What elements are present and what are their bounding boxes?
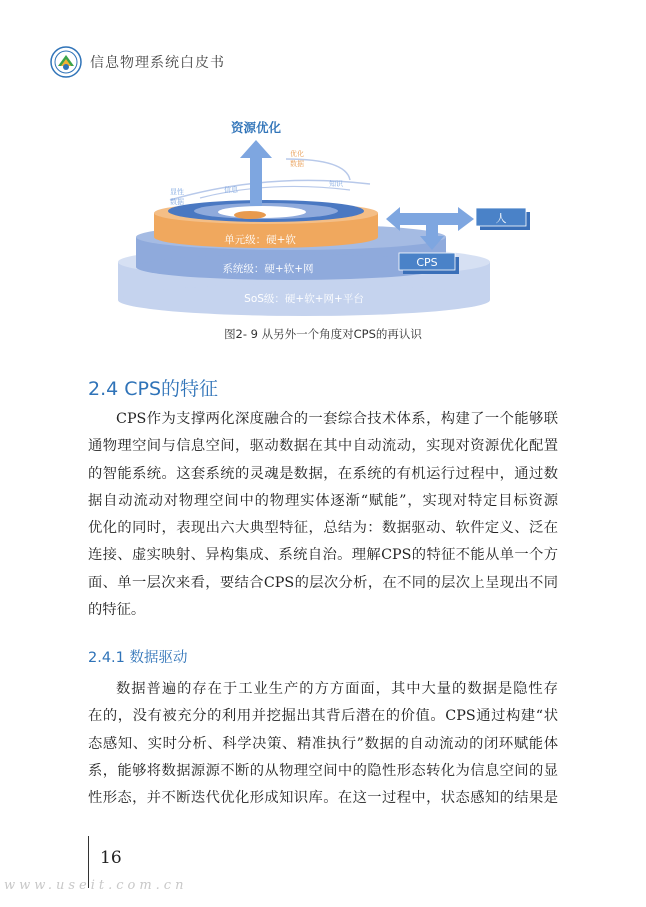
flow-label-data-left: 数据 [170, 198, 184, 206]
paragraph-line: 的特征。 [88, 602, 146, 619]
paragraph-line: CPS作为支撑两化深度融合的一套综合技术体系，构建了一个能够联 [116, 411, 558, 427]
page-number: 16 [100, 848, 122, 868]
flow-label-knowledge: 知识 [329, 180, 343, 188]
paragraph-line: 据自动流动对物理空间中的物理实体逐渐“赋能”，实现对特定目标资源 [88, 492, 558, 509]
watermark: www.useit.com.cn [4, 878, 188, 893]
data-flow-rings [168, 200, 364, 222]
subsection-heading: 2.4.1 数据驱动 [88, 650, 188, 666]
paragraph-line: 性形态，并不断迭代优化形成知识库。在这一过程中，状态感知的结果是 [88, 790, 558, 807]
paragraph-line: 在的，没有被充分的利用并挖掘出其背后潜在的价值。CPS通过构建“状 [88, 708, 558, 725]
paragraph-line: 数据普遍的存在于工业生产的方方面面，其中大量的数据是隐性存 [116, 681, 558, 697]
paragraph-line: 连接、虚实映射、异构集成、系统自治。理解CPS的特征不能从单一个方 [88, 547, 558, 564]
figure-caption: 图2- 9 从另外一个角度对CPS的再认识 [224, 327, 422, 341]
cps-alliance-logo-icon [50, 46, 82, 78]
cps-label: CPS [416, 256, 438, 269]
resource-optimization-label: 资源优化 [230, 120, 282, 135]
resource-optimization-arrow-icon [240, 140, 272, 206]
person-box [476, 208, 530, 230]
flow-label-optimize: 优化 [290, 150, 304, 158]
subsection-paragraph [88, 676, 558, 812]
person-label: 人 [495, 212, 507, 225]
paragraph-line: 系，能够将数据源源不断的从物理空间中的隐性形态转化为信息空间的显 [88, 762, 558, 779]
section-heading: 2.4 CPS的特征 [88, 378, 219, 400]
paragraph-line: 的智能系统。这套系统的灵魂是数据，在系统的有机运行过程中，通过数 [88, 465, 558, 482]
unit-label: 单元级：硬+软 [224, 234, 296, 246]
cps-layer-figure [100, 112, 550, 322]
paragraph-line: 优化的同时，表现出六大典型特征，总结为：数据驱动、软件定义、泛在 [88, 520, 558, 537]
cps-box [399, 253, 459, 274]
sos-label: SoS级：硬+软+网+平台 [244, 293, 364, 305]
paragraph-line: 态感知、实时分析、科学决策、精准执行”数据的自动流动的闭环赋能体 [88, 735, 558, 752]
flow-label-info: 信息 [224, 186, 238, 194]
flow-label-explicit: 显性 [170, 188, 184, 196]
paragraph-line: 面、单一层次来看，要结合CPS的层次分析，在不同的层次上呈现出不同 [88, 574, 558, 591]
flow-label-data-right: 数据 [290, 160, 304, 168]
page-header [50, 45, 610, 79]
header-title: 信息物理系统白皮书 [90, 55, 225, 71]
system-label: 系统级：硬+软+网 [222, 263, 314, 275]
paragraph-line: 通物理空间与信息空间，驱动数据在其中自动流动，实现对资源优化配置 [88, 438, 558, 455]
section-paragraph [88, 406, 558, 624]
